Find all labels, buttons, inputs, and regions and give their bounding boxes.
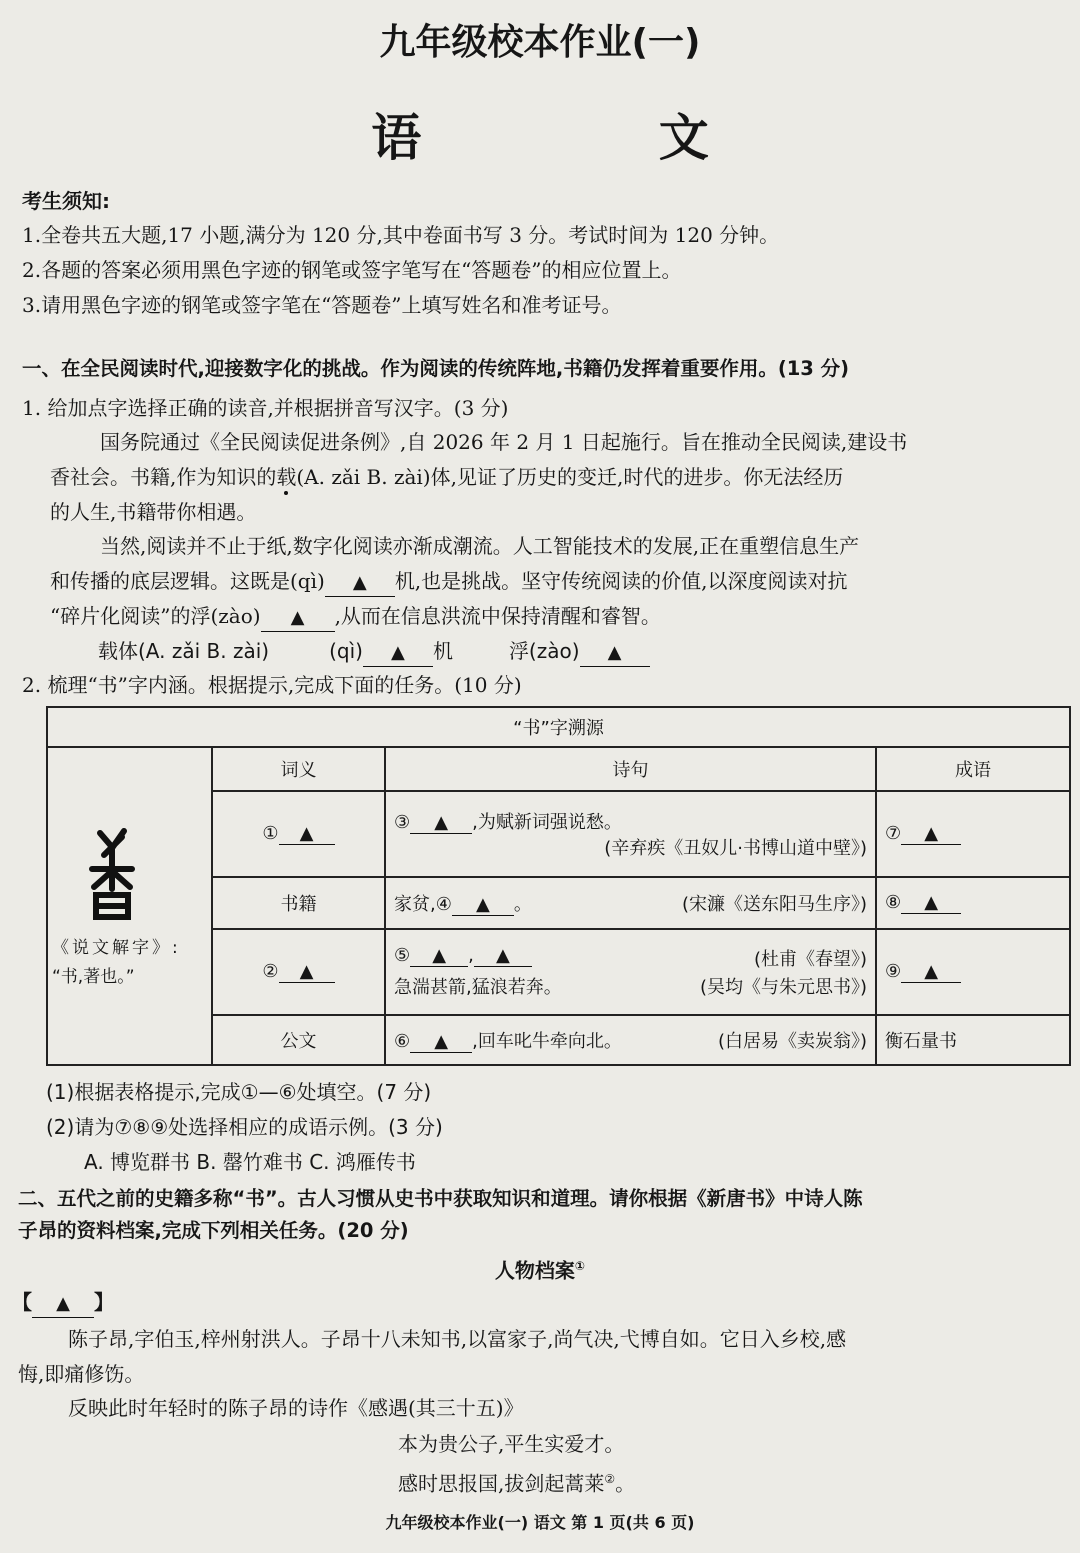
q1-para1-line2: 香社会。书籍,作为知识的载(A. zǎi B. zài)体,见证了历史的变迁,时代的进步。你无法经历 [50,465,844,489]
table-caption: “书”字溯源 [47,707,1070,747]
q1-para1-line1: 国务院通过《全民阅读促进条例》,自 2026 年 2 月 1 日起施行。旨在推动全民阅读,建设书 [100,430,908,454]
header-idiom: 成语 [876,747,1070,791]
archive-para1-line2: 悔,即痛修饬。 [18,1362,145,1386]
q1-para2-line2: 和传播的底层逻辑。这既是(qì) ▲ 机,也是挑战。坚守传统阅读的价值,以深度阅读对抗 [50,568,848,597]
q2-sub2: (2)请为⑦⑧⑨处选择相应的成语示例。(3 分) [46,1115,443,1139]
q1-prompt: 1. 给加点字选择正确的读音,并根据拼音写汉字。(3 分) [22,396,509,420]
answer-blank[interactable]: ▲ [410,945,468,967]
page-footer: 九年级校本作业(一) 语文 第 1 页(共 6 页) [385,1513,695,1532]
answer-blank[interactable]: ▲ [901,892,961,914]
section2-heading-1: 二、五代之前的史籍多称“书”。古人习惯从史书中获取知识和道理。请你根据《新唐书》中诗人陈 [18,1187,863,1210]
answer-blank[interactable]: ▲ [901,961,961,983]
ancient-shu-glyph [82,825,142,925]
notice-item-2: 2.各题的答案必须用黑色字迹的钢笔或签字笔写在“答题卷”的相应位置上。 [22,258,682,282]
poem-line-1: 本为贵公子,平生实爱才。 [398,1432,625,1456]
notice-heading: 考生须知: [22,189,110,213]
table-row: 公文 ⑥ ▲ ,回车叱牛牵向北。 (白居易《卖炭翁》) 衡石量书 [47,1015,1070,1065]
answer-blank[interactable]: ▲ [363,638,433,667]
answer-blank[interactable]: ▲ [261,603,335,632]
answer-blank[interactable]: ▲ [580,638,650,667]
q2-options: A. 博览群书 B. 罄竹难书 C. 鸿雁传书 [84,1150,416,1174]
answer-blank[interactable]: ▲ [901,823,961,845]
dotted-char: 载 [276,465,297,489]
q1-para2-line1: 当然,阅读并不止于纸,数字化阅读亦渐成潮流。人工智能技术的发展,正在重塑信息生产 [100,534,860,558]
q2-prompt: 2. 梳理“书”字内涵。根据提示,完成下面的任务。(10 分) [22,673,522,697]
glyph-caption-2: “书,著也。” [52,967,135,987]
section2-heading-2: 子昂的资料档案,完成下列相关任务。(20 分) [18,1219,409,1242]
table-row: ① ▲ ③ ▲ ,为赋新词强说愁。 (辛弃疾《丑奴儿·书博山道中壁》) ⑦ ▲ [47,791,1070,877]
answer-blank[interactable]: ▲ [279,823,335,845]
q1-para2-line3: “碎片化阅读”的浮(zào) ▲ ,从而在信息洪流中保持清醒和睿智。 [50,603,661,632]
answer-blank[interactable]: ▲ [32,1289,94,1318]
archive-para1-line1: 陈子昂,字伯玉,梓州射洪人。子昂十八未知书,以富家子,尚气决,弋博自如。它日入乡校,感 [68,1327,847,1351]
subject-title: 语 文 [371,109,819,167]
glyph-caption-1: 《说文解字》: [52,938,181,958]
table-row: ② ▲ ⑤ ▲ , ▲ (杜甫《春望》) 急湍甚箭,猛浪若奔。 (吴均《与朱元思书》) ⑨ ▲ [47,929,1070,1015]
answer-blank[interactable]: ▲ [474,945,532,967]
poem-line-2: 感时思报国,拔剑起蒿莱②。 [398,1471,636,1496]
header-poem: 诗句 [385,747,876,791]
notice-item-3: 3.请用黑色字迹的钢笔或签字笔在“答题卷”上填写姓名和准考证号。 [22,293,622,317]
header-meaning: 词义 [212,747,385,791]
archive-title: 人物档案① [494,1258,586,1283]
archive-section-label: 【 ▲ 】 [12,1289,114,1318]
notice-item-1: 1.全卷共五大题,17 小题,满分为 120 分,其中卷面书写 3 分。考试时间为 120 分钟。 [22,223,780,247]
answer-blank[interactable]: ▲ [410,812,472,834]
answer-blank[interactable]: ▲ [279,961,335,983]
shu-origin-table [46,706,1071,1066]
q1-para1-line3: 的人生,书籍带你相遇。 [50,500,257,524]
answer-blank[interactable]: ▲ [410,1031,472,1053]
exam-title: 九年级校本作业(一) [379,22,701,63]
table-row: 书籍 家贫,④ ▲ 。 (宋濂《送东阳马生序》) ⑧ ▲ [47,877,1070,929]
glyph-cell [47,747,212,1065]
archive-para2: 反映此时年轻时的陈子昂的诗作《感遇(其三十五)》 [68,1396,524,1420]
section1-heading: 一、在全民阅读时代,迎接数字化的挑战。作为阅读的传统阵地,书籍仍发挥着重要作用。(13 分) [22,357,850,380]
answer-blank[interactable]: ▲ [325,568,395,597]
answer-blank[interactable]: ▲ [452,894,514,916]
q2-sub1: (1)根据表格提示,完成①—⑥处填空。(7 分) [46,1080,432,1104]
q1-answers: 载体(A. zǎi B. zài) (qì) ▲ 机 浮(zào) ▲ [98,638,650,667]
